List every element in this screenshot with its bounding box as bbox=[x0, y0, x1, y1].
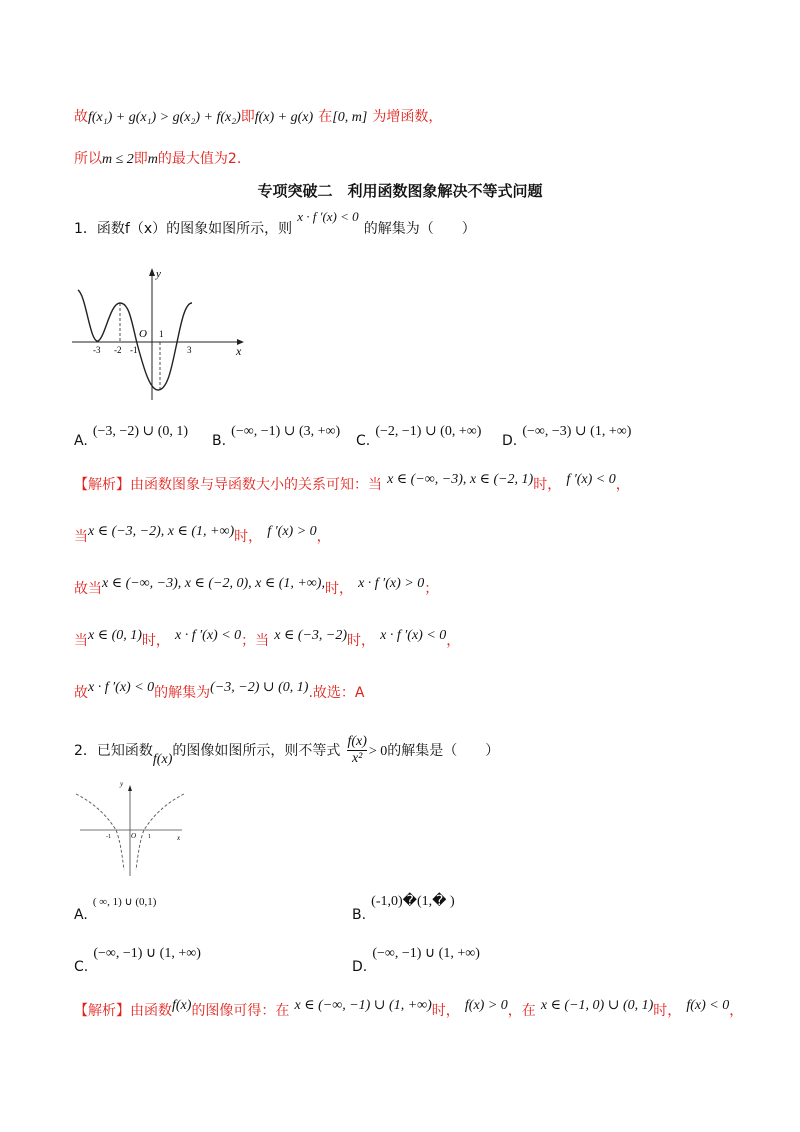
top-line-2 bbox=[74, 148, 241, 168]
section-title: 专项突破二 利用函数图象解决不等式问题 bbox=[257, 182, 543, 200]
text: 的图象如图所示，则 bbox=[166, 221, 293, 237]
y-axis-arrow bbox=[149, 268, 155, 276]
text: 的最大值为2. bbox=[157, 151, 242, 167]
question-2: 2．已知函数f(x)的图像如图所示，则不等式 $\frac{f(x)}{\text{x²}}$ > 0的解集是（ ） bbox=[74, 734, 500, 767]
origin-label: O bbox=[131, 832, 137, 840]
curve bbox=[78, 290, 192, 390]
math-expr: m ≤ 2 bbox=[102, 152, 134, 167]
q1-analysis-line-2: 当x ∈ (−3, −2), x ∈ (1, +∞)时， f ′(x) > 0， bbox=[74, 524, 331, 545]
text: 的解集为（ ） bbox=[363, 221, 476, 237]
q2-option-c[interactable]: C. (−∞, −1) ∪ (1, +∞) bbox=[74, 946, 201, 975]
tick-label: -3 bbox=[93, 345, 101, 355]
q1-option-c[interactable]: C. (−2, −1) ∪ (0, +∞) bbox=[356, 424, 482, 449]
q1-analysis-line-4: 当x ∈ (0, 1)时， x · f ′(x) < 0；当 x ∈ (−3, −2)时， x · f ′(x) < 0， bbox=[74, 628, 461, 649]
q1-graph bbox=[72, 265, 252, 405]
text: 1．函数 bbox=[74, 221, 125, 237]
tick-label: 3 bbox=[187, 345, 192, 355]
tick-label: 1 bbox=[159, 329, 164, 339]
q2-option-d[interactable]: D. (−∞, −1) ∪ (1, +∞) bbox=[352, 946, 480, 975]
q2-option-b[interactable]: B. (-1,0)�(1,� ) bbox=[352, 894, 455, 923]
q1-analysis-line-3: 故当x ∈ (−∞, −3), x ∈ (−2, 0), x ∈ (1, +∞),时， x · f ′(x) > 0； bbox=[74, 576, 439, 597]
fraction: $\frac{f(x)}{\text{x²}}$ bbox=[347, 734, 367, 766]
q1-analysis-line-5: 故x · f ′(x) < 0的解集为(−3, −2) ∪ (0, 1).故选：A bbox=[74, 680, 365, 701]
math-expr: f(x) + g(x) bbox=[254, 110, 314, 125]
q1-analysis-line-1: 【解析】由函数图象与导函数大小的关系可知：当 x ∈ (−∞, −3), x ∈ (−2, 1)时， f ′(x) < 0， bbox=[74, 472, 630, 493]
q1-option-a[interactable]: A. (−3, −2) ∪ (0, 1) bbox=[74, 424, 189, 449]
right-branch bbox=[136, 794, 184, 870]
text: 即 bbox=[133, 151, 148, 167]
math-expr: m bbox=[147, 152, 158, 167]
x-label: x bbox=[177, 834, 181, 842]
q2-analysis-line-1: 【解析】由函数f(x)的图像可得：在 x ∈ (−∞, −1) ∪ (1, +∞)时， f(x) > 0，在 x ∈ (−1, 0) ∪ (0, 1)时， f(x) < 0， bbox=[74, 998, 744, 1019]
text: 即 bbox=[240, 109, 255, 125]
tick-label: -1 bbox=[130, 345, 138, 355]
text: 所以 bbox=[74, 151, 102, 167]
left-branch bbox=[76, 794, 124, 870]
tick-label: -1 bbox=[106, 834, 111, 840]
y-axis-arrow bbox=[128, 785, 132, 791]
q1-option-b[interactable]: B. (−∞, −1) ∪ (3, +∞) bbox=[212, 424, 341, 449]
top-line-1 bbox=[74, 106, 442, 126]
text: 为增函数， bbox=[372, 109, 443, 125]
tick-label: -2 bbox=[114, 345, 122, 355]
math-expr: f(x₁) + g(x₁) > g(x₂) + f(x₂) bbox=[88, 110, 241, 125]
y-label: y bbox=[120, 780, 124, 788]
y-label: y bbox=[156, 268, 161, 280]
origin-label: O bbox=[139, 328, 147, 340]
q2-option-a[interactable]: A. ( ∞, 1) ∪ (0,1) bbox=[74, 896, 157, 923]
q1-option-d[interactable]: D. (−∞, −3) ∪ (1, +∞) bbox=[502, 424, 632, 449]
text: f（x） bbox=[124, 221, 167, 237]
x-label: x bbox=[236, 344, 242, 358]
math-expr: x · f ′(x) < 0 bbox=[297, 209, 359, 224]
q2-graph bbox=[72, 774, 192, 884]
text: 故 bbox=[74, 109, 88, 125]
text: 在 bbox=[318, 109, 333, 125]
math-expr: [0, m] bbox=[332, 110, 368, 125]
tick-label: 1 bbox=[148, 834, 151, 840]
